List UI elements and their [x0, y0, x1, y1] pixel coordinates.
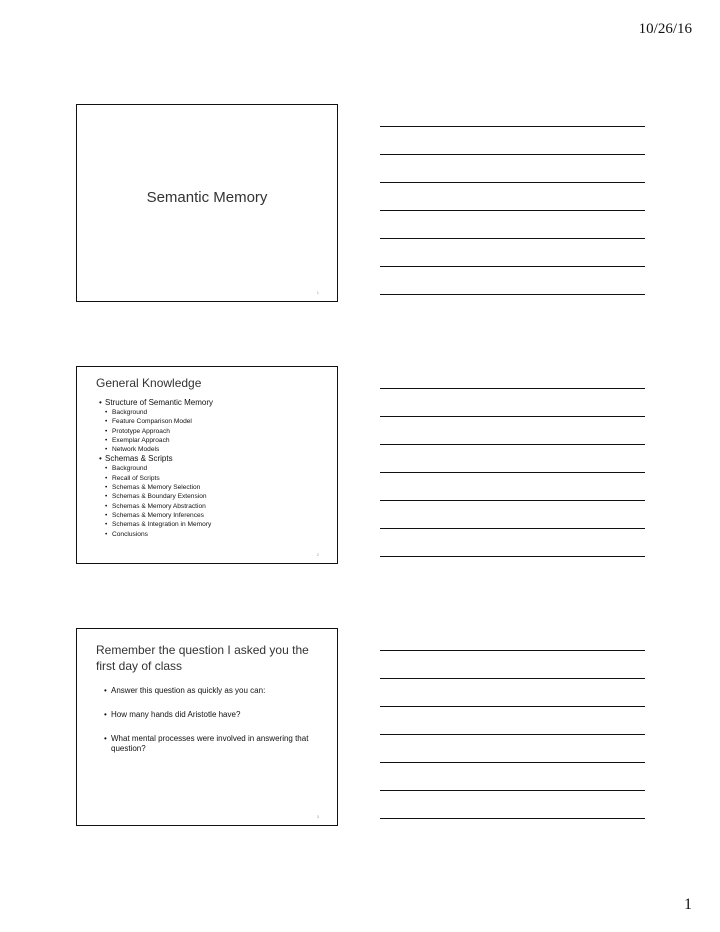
note-line	[380, 678, 645, 679]
sub-bullet-item: • Recall of Scripts	[99, 474, 213, 483]
slide-number: 2	[316, 552, 319, 557]
note-line	[380, 790, 645, 791]
note-line	[380, 650, 645, 651]
note-line	[380, 734, 645, 735]
bullet-item: • Answer this question as quickly as you can:	[104, 686, 329, 696]
note-line	[380, 818, 645, 819]
sub-bullet-item: • Schemas & Boundary Extension	[99, 492, 213, 501]
note-line	[380, 528, 645, 529]
page-date: 10/26/16	[638, 21, 692, 37]
sub-bullet-item: • Conclusions	[99, 530, 213, 539]
note-line	[380, 444, 645, 445]
slide-title: Semantic Memory	[146, 189, 268, 206]
slide-number: 3	[316, 814, 319, 819]
sub-bullet-item: • Schemas & Memory Selection	[99, 483, 213, 492]
page-number: 1	[684, 896, 692, 913]
slide-title: Remember the question I asked you the first day of class	[96, 643, 309, 673]
sub-bullet-item: • Schemas & Memory Inferences	[99, 511, 213, 520]
note-line	[380, 266, 645, 267]
note-line	[380, 294, 645, 295]
note-line	[380, 472, 645, 473]
slide-1	[76, 104, 338, 302]
slide-2	[76, 366, 338, 564]
note-line	[380, 182, 645, 183]
note-line	[380, 416, 645, 417]
sub-bullet-item: • Exemplar Approach	[99, 436, 213, 445]
slide-3	[76, 628, 338, 826]
bullet-item: • Structure of Semantic Memory	[99, 398, 213, 408]
note-line	[380, 388, 645, 389]
bullet-item: • What mental processes were involved in answering that question?	[104, 734, 329, 754]
sub-bullet-item: • Feature Comparison Model	[99, 417, 213, 426]
sub-bullet-item: • Schemas & Memory Abstraction	[99, 502, 213, 511]
note-line	[380, 154, 645, 155]
note-line	[380, 556, 645, 557]
note-line	[380, 126, 645, 127]
bullet-item: • How many hands did Aristotle have?	[104, 710, 329, 720]
bullet-list	[99, 398, 213, 539]
sub-bullet-item: • Network Models	[99, 445, 213, 454]
note-line	[380, 706, 645, 707]
sub-bullet-item: • Schemas & Integration in Memory	[99, 520, 213, 529]
note-line	[380, 238, 645, 239]
slide-number: 1	[316, 290, 319, 295]
slide-title: General Knowledge	[96, 376, 202, 390]
bullet-list	[104, 686, 329, 768]
sub-bullet-item: • Background	[99, 408, 213, 417]
sub-bullet-item: • Background	[99, 464, 213, 473]
note-line	[380, 210, 645, 211]
bullet-item: • Schemas & Scripts	[99, 454, 213, 464]
note-line	[380, 500, 645, 501]
note-line	[380, 762, 645, 763]
sub-bullet-item: • Prototype Approach	[99, 427, 213, 436]
